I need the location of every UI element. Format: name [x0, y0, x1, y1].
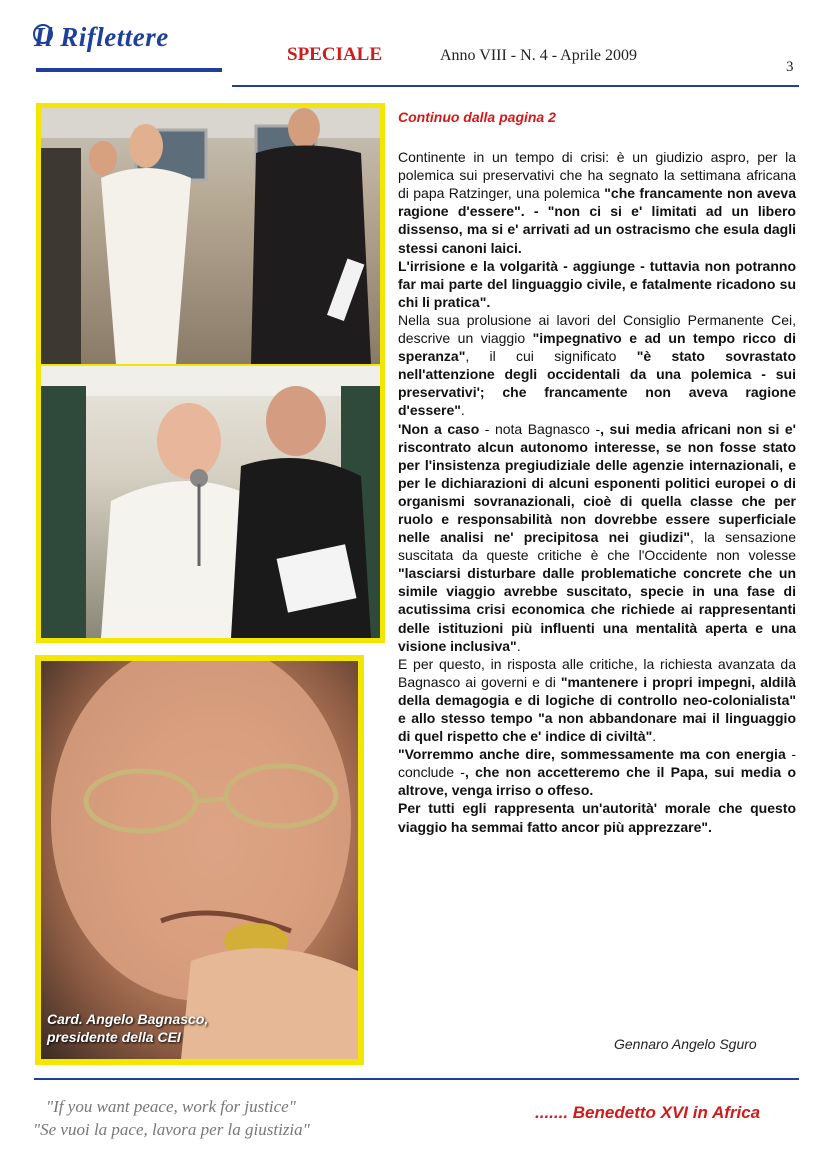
p4-quote-e: "lasciarsi disturbare dalle problematiche concrete che un simile viaggio avrebbe suscitato, specie in una fase di acutissima crisi economica che richiede ai rappresentanti delle istituzioni più influenti una mentalità aperta e una visione inclusiva" — [398, 565, 796, 654]
continued-label: Continuo dalla pagina 2 — [398, 109, 556, 125]
issue-info: Anno VIII - N. 4 - Aprile 2009 — [440, 47, 638, 64]
paragraph-1 — [398, 148, 796, 257]
header-divider — [232, 85, 799, 87]
p4-text-b: - nota Bagnasco - — [479, 420, 601, 437]
p3-text-c: , il cui significato — [465, 348, 637, 365]
p6-text-b: - conclude - — [398, 746, 796, 781]
p4-text-d: , la sensazione suscitata da queste critiche è che l'Occidente non volesse — [398, 529, 796, 564]
p3-text-a: Nella sua prolusione ai lavori del Consiglio Permanente Cei, descrive un viaggio — [398, 311, 796, 347]
masthead-logo: Il Riflettere — [34, 22, 169, 52]
caption-line-1: Card. Angelo Bagnasco, — [47, 1011, 209, 1027]
photo-caption — [47, 1010, 347, 1046]
p4-quote-a: 'Non a caso — [398, 420, 480, 437]
p1-quote: "che francamente non aveva ragione d'essere". - "non ci si e' limitati ad un libero dissenso, ma si e' arrivati ad un ostracismo che esula dagli stessi canoni laici. — [398, 185, 796, 256]
p3-quote-d: "è stato sovrastato nell'attenzione degli occidentali da una polemica - sui preservativi'; che francamente non aveva ragione d'essere" — [398, 348, 796, 419]
pope-airplane-photo-icon — [41, 108, 380, 364]
article-author: Gennaro Angelo Sguro — [614, 1036, 757, 1052]
section-label: SPECIALE — [287, 44, 383, 65]
p4-quote-c: , sui media africani non si e' riscontrato alcun autonomo interesse, se non fosse stato per l'insistenza pregiudiziale delle agenzie internazionali, e per le dichiarazioni di alcuni esponenti politici europei o di organismi sovranazionali, cioè di quella classe che per ruolo e responsabilità non dovrebbe essere superficiale nelle analisi ne' precipitosa nei giudizi" — [398, 420, 796, 546]
p3-text-e: . — [460, 402, 465, 419]
p6-quote-a: "Vorremmo anche dire, sommessamente ma con energia — [398, 746, 786, 763]
p5-quote-b: "mantenere i propri impegni, aldilà della demagogia e di logiche di controllo neo-colonialista" e allo stesso tempo "a non abbandonare mai il linguaggio di quel rispetto che e' indice di civiltà" — [398, 673, 796, 745]
footer-quote-italian: "Se vuoi la pace, lavora per la giustizia" — [33, 1120, 310, 1139]
p5-text-a: E per questo, in risposta alle critiche, la richiesta avanzata da Bagnasco ai governi e di — [398, 655, 796, 690]
p6-quote-c: , che non accetteremo che il Papa, sui media o altrove, venga irriso o offeso. — [398, 764, 796, 799]
footer-tagline: ....... Benedetto XVI in Africa — [535, 1103, 761, 1122]
caption-line-2: presidente della CEI — [47, 1029, 181, 1045]
logo-underline — [36, 68, 222, 72]
paragraph-3 — [398, 311, 796, 420]
p1-text: Continente in un tempo di crisi: è un giudizio aspro, per la polemica sui preservativi che ha segnato la settimana africana di papa Ratzinger, una polemica — [398, 149, 796, 202]
footer-divider — [34, 1078, 799, 1080]
paragraph-4 — [398, 420, 796, 655]
paragraph-7: Per tutti egli rappresenta un'autorità' morale che questo viaggio ha semmai fatto ancor più apprezzare". — [398, 800, 796, 835]
p4-text-f: . — [516, 637, 521, 654]
footer-quote-english: "If you want peace, work for justice" — [46, 1097, 296, 1116]
p3-quote-b: "impegnativo e ad un tempo ricco di speranza" — [398, 330, 796, 365]
paragraph-2: L'irrisione e la volgarità - aggiunge - tuttavia non potranno far mai parte del linguaggio civile, e fatalmente ricadono su chi li pratica". — [398, 257, 796, 310]
page-number: 3 — [786, 59, 794, 75]
cardinal-portrait-photo-icon — [41, 661, 358, 1059]
pope-interview-photo-icon — [41, 366, 380, 638]
paragraph-6 — [398, 745, 796, 799]
p5-text-c: . — [652, 728, 657, 745]
paragraph-5 — [398, 655, 796, 745]
article-body — [398, 108, 796, 836]
